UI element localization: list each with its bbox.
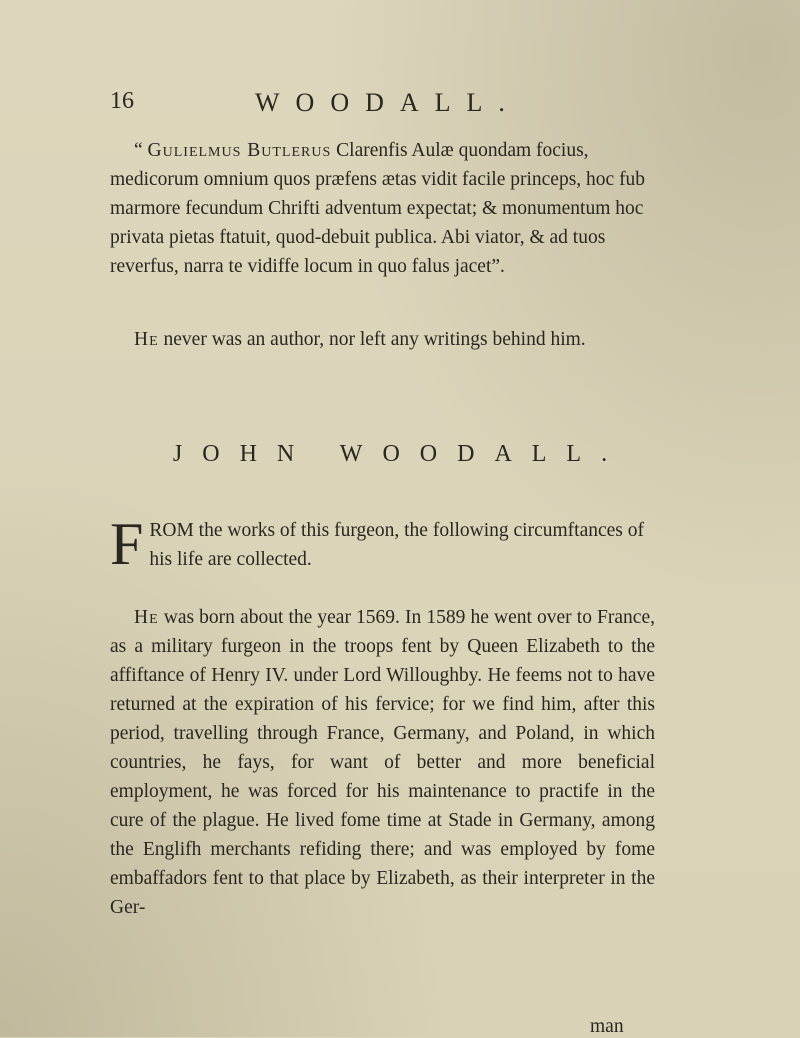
running-head (110, 88, 710, 128)
author-note (110, 325, 655, 354)
note-text: never was an author, nor left any writings behind him. (158, 329, 586, 350)
opening-quote: “ (134, 140, 148, 161)
intro-text: ROM the works of this furgeon, the following circumftances of his life are collected. (149, 520, 644, 570)
biography-paragraph (110, 603, 655, 922)
inscription-author: Gulielmus Butlerus (147, 140, 332, 161)
section-title: JOHN WOODALL. (172, 441, 628, 467)
note-lead: He (134, 329, 159, 350)
body-text: was born about the year 1569. In 1589 he went over to France, as a military furgeon in the troops fent by Queen Elizabeth to the affiftance of Henry IV. under Lord Willoughby. He feems not to have returned at the expiration of his fervice; for we find him, after this period, travelling through France, Germany, and Poland, in which countries, he fays, for want of better and more beneficial employment, he was forced for his maintenance to practife in the cure of the plague. He lived fome time at Stade in Germany, among the Englifh merchants refiding there; and was employed by fome embaffadors fent to that place by Elizabeth, as their interpreter in the Ger- (110, 607, 655, 918)
body-lead: He (134, 607, 159, 628)
latin-inscription (110, 136, 655, 281)
inscription-text: Clarenfis Aulæ quondam focius, medicorum omnium quos præfens ætas vidit facile princeps, hoc fub marmore fecundum Chrifti adventum expectat; & monumentum hoc privata pietas ftatuit, quod-debuit publica. Abi viator, & ad tuos reverfus, narra te vidiffe locum in quo falus jacet”. (110, 140, 646, 277)
catchword: man (590, 1016, 624, 1037)
running-title: WOODALL. (255, 88, 521, 117)
drop-cap: F (110, 511, 144, 577)
intro-paragraph (110, 511, 655, 577)
page-number: 16 (110, 88, 134, 114)
